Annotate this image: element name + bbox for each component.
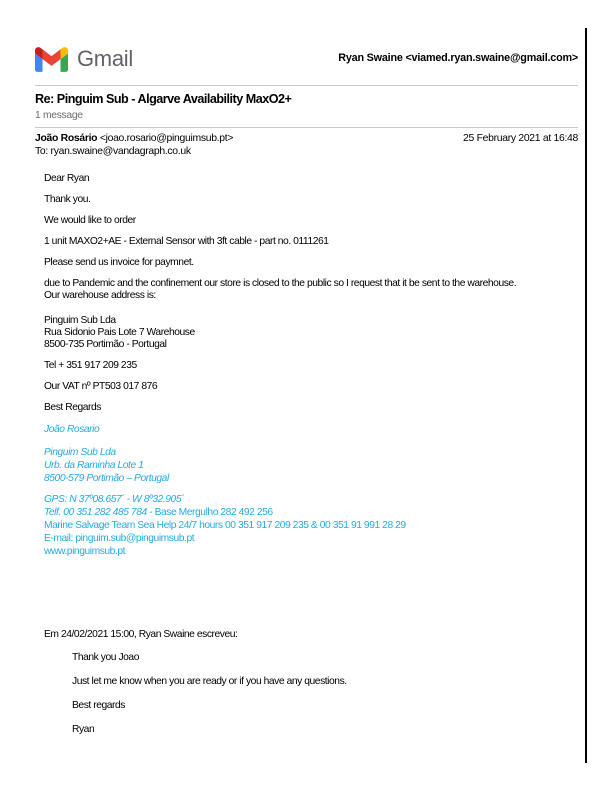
signature-street: Urb. da Raminha Lote 1 [44, 460, 144, 471]
body-paragraph: Thank you. [44, 194, 91, 205]
subject-title: Re: Pinguim Sub - Algarve Availability MaxO2+ [35, 92, 292, 106]
gmail-m-icon [35, 47, 68, 72]
body-paragraph [44, 278, 584, 302]
message-header-row [35, 133, 578, 144]
body-paragraph: Tel + 351 917 209 235 [44, 360, 137, 371]
quoted-intro: Em 24/02/2021 15:00, Ryan Swaine escreveu: [44, 629, 238, 640]
body-paragraph: Our VAT nº PT503 017 876 [44, 381, 158, 392]
thread-divider [35, 127, 578, 128]
message-count: 1 message [35, 110, 83, 121]
signature-address [44, 446, 584, 485]
signature-phone-main: Telf. 00 351 282 485 784 [44, 507, 147, 518]
page-edge-line [585, 28, 587, 763]
signature [44, 423, 584, 558]
body-paragraph: We would like to order [44, 215, 136, 226]
body-line: due to Pandemic and the confinement our store is closed to the public so I request that it be sent to the warehouse. [44, 278, 517, 289]
sender-email: <joao.rosario@pinguimsub.pt> [97, 133, 234, 144]
signature-company: Pinguim Sub Lda [44, 447, 116, 458]
quoted-message [44, 629, 584, 748]
sender-name: João Rosário [35, 133, 98, 144]
warehouse-address [44, 315, 584, 351]
account-owner: Ryan Swaine <viamed.ryan.swaine@gmail.com> [338, 52, 578, 64]
header-divider [35, 85, 578, 86]
message-date: 25 February 2021 at 16:48 [463, 133, 578, 144]
body-paragraph: Please send us invoice for paymnet. [44, 257, 194, 268]
from-field [35, 133, 233, 144]
signature-marine: Marine Salvage Team Sea Help 24/7 hours 00 351 917 209 235 & 00 351 91 991 28 29 [44, 520, 406, 531]
body-line: Rua Sidonio Pais Lote 7 Warehouse [44, 327, 195, 338]
body-paragraph: Best Regards [44, 402, 101, 413]
signature-name: João Rosario [44, 424, 100, 435]
signature-email-link[interactable]: pinguim.sub@pinguimsub.pt [75, 533, 195, 544]
quoted-line: Best regards [72, 700, 125, 711]
body-line: Pinguim Sub Lda [44, 315, 116, 326]
signature-phone [44, 506, 584, 519]
signature-gps: GPS: N 37º08.657´ - W 8º32.905´ [44, 494, 185, 505]
message-body [44, 173, 584, 558]
quoted-line: Ryan [72, 724, 95, 735]
signature-city: 8500-579 Portimão – Portugal [44, 473, 169, 484]
body-paragraph: 1 unit MAXO2+AE - External Sensor with 3ft cable - part no. 0111261 [44, 236, 329, 247]
quoted-line: Thank you Joao [72, 652, 139, 663]
quoted-line: Just let me know when you are ready or if you have any questions. [72, 676, 347, 687]
signature-phone-base: - Base Mergulho 282 492 256 [146, 507, 273, 518]
body-line: Our warehouse address is: [44, 290, 156, 301]
body-line: 8500-735 Portimão - Portugal [44, 339, 167, 350]
gmail-logo-text: Gmail [77, 46, 133, 71]
signature-website-link[interactable]: www.pinguimsub.pt [44, 546, 126, 557]
signature-email-label: E-mail: [44, 533, 76, 544]
gmail-logo [35, 46, 133, 72]
signature-email-line [44, 532, 584, 545]
body-paragraph: Dear Ryan [44, 173, 90, 184]
to-field: To: ryan.swaine@vandagraph.co.uk [35, 146, 191, 157]
signature-website-line [44, 545, 584, 558]
signature-contact [44, 493, 584, 558]
